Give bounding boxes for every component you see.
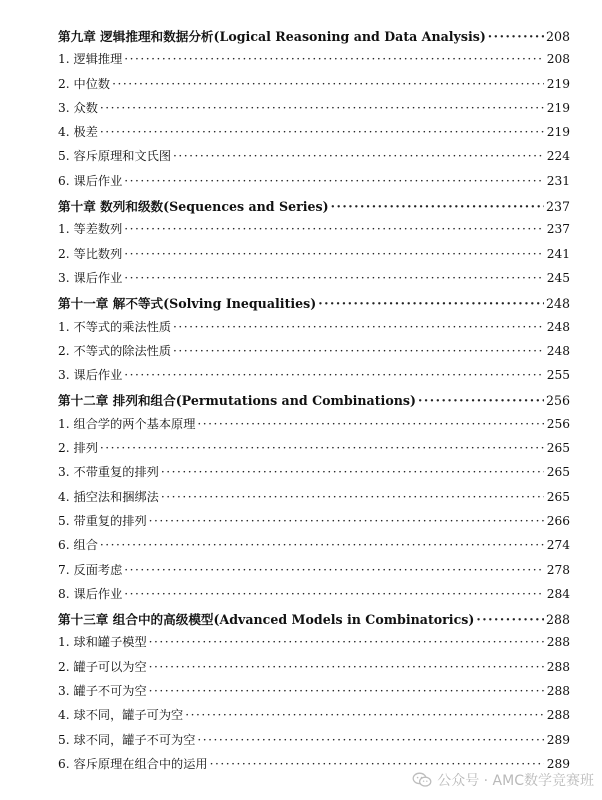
- dot-leader: [210, 757, 544, 771]
- section-title: 4. 插空法和捆绑法: [58, 489, 159, 504]
- toc-item-row[interactable]: [58, 488, 570, 512]
- wechat-icon: [412, 772, 432, 788]
- toc-chapter-row[interactable]: [58, 293, 570, 317]
- dot-leader: [185, 708, 544, 722]
- page-number: 265: [546, 465, 570, 480]
- section-title: 1. 组合学的两个基本原理: [58, 416, 196, 431]
- toc-item-row[interactable]: [58, 75, 570, 99]
- chapter-title: 第十三章 组合中的高级模型(Advanced Models in Combinatorics): [58, 612, 475, 628]
- dot-leader: [197, 733, 544, 747]
- section-title: 4. 球不同，罐子可为空: [58, 708, 184, 723]
- page-number: 284: [546, 586, 570, 601]
- toc-item-row[interactable]: [58, 123, 570, 147]
- section-title: 7. 反面考虑: [58, 562, 123, 577]
- section-title: 5. 球不同，罐子不可为空: [58, 732, 196, 747]
- page-number: 265: [546, 441, 570, 456]
- dot-leader: [476, 612, 544, 627]
- section-title: 3. 众数: [58, 100, 98, 115]
- dot-leader: [124, 271, 544, 285]
- page-number: 237: [545, 199, 570, 215]
- toc-item-row[interactable]: [58, 99, 570, 123]
- section-title: 2. 罐子可以为空: [58, 659, 147, 674]
- dot-leader: [124, 174, 544, 188]
- page-number: 255: [546, 368, 570, 383]
- table-of-contents: [58, 26, 570, 779]
- section-title: 8. 课后作业: [58, 586, 123, 601]
- page-number: 256: [545, 393, 570, 409]
- dot-leader: [149, 660, 544, 674]
- section-title: 3. 课后作业: [58, 368, 123, 383]
- dot-leader: [149, 684, 544, 698]
- dot-leader: [124, 222, 544, 236]
- toc-item-row[interactable]: [58, 245, 570, 269]
- page-number: 265: [546, 489, 570, 504]
- page-number: 256: [546, 416, 570, 431]
- toc-item-row[interactable]: [58, 269, 570, 293]
- page-number: 288: [546, 708, 570, 723]
- dot-leader: [161, 490, 544, 504]
- dot-leader: [124, 52, 544, 66]
- page-number: 289: [546, 732, 570, 747]
- toc-item-row[interactable]: [58, 633, 570, 657]
- dot-leader: [418, 393, 544, 408]
- dot-leader: [100, 125, 544, 139]
- toc-item-row[interactable]: [58, 318, 570, 342]
- watermark-text: 公众号 · AMC数学竞赛班: [437, 773, 594, 789]
- dot-leader: [488, 29, 544, 44]
- toc-item-row[interactable]: [58, 439, 570, 463]
- toc-item-row[interactable]: [58, 706, 570, 730]
- section-title: 3. 不带重复的排列: [58, 465, 159, 480]
- section-title: 6. 课后作业: [58, 173, 123, 188]
- page-number: 288: [545, 612, 570, 628]
- page-number: 219: [546, 125, 570, 140]
- toc-chapter-row[interactable]: [58, 26, 570, 50]
- toc-item-row[interactable]: [58, 415, 570, 439]
- section-title: 6. 组合: [58, 538, 98, 553]
- chapter-title: 第十二章 排列和组合(Permutations and Combinations): [58, 393, 416, 409]
- page-number: 288: [546, 659, 570, 674]
- toc-item-row[interactable]: [58, 561, 570, 585]
- page-number: 237: [546, 222, 570, 237]
- dot-leader: [100, 538, 544, 552]
- dot-leader: [124, 587, 544, 601]
- dot-leader: [173, 320, 544, 334]
- dot-leader: [100, 441, 544, 455]
- toc-item-row[interactable]: [58, 50, 570, 74]
- toc-item-row[interactable]: [58, 585, 570, 609]
- page-number: 248: [545, 296, 570, 312]
- page-number: 224: [546, 149, 570, 164]
- toc-item-row[interactable]: [58, 463, 570, 487]
- section-title: 2. 不等式的除法性质: [58, 343, 172, 358]
- toc-chapter-row[interactable]: [58, 609, 570, 633]
- dot-leader: [124, 368, 544, 382]
- page-number: 266: [546, 513, 570, 528]
- toc-item-row[interactable]: [58, 731, 570, 755]
- chapter-title: 第十章 数列和级数(Sequences and Series): [58, 199, 329, 215]
- page-number: 208: [545, 29, 570, 44]
- dot-leader: [149, 514, 544, 528]
- toc-item-row[interactable]: [58, 342, 570, 366]
- toc-item-row[interactable]: [58, 172, 570, 196]
- page-number: 278: [546, 562, 570, 577]
- section-title: 1. 等差数列: [58, 222, 123, 237]
- page-number: 288: [546, 635, 570, 650]
- page-number: 288: [546, 684, 570, 699]
- page-number: 274: [546, 538, 570, 553]
- section-title: 1. 球和罐子模型: [58, 635, 147, 650]
- dot-leader: [149, 635, 544, 649]
- section-title: 2. 排列: [58, 441, 98, 456]
- dot-leader: [124, 563, 544, 577]
- toc-item-row[interactable]: [58, 366, 570, 390]
- page-number: 248: [546, 343, 570, 358]
- toc-item-row[interactable]: [58, 512, 570, 536]
- page-number: 245: [546, 270, 570, 285]
- section-title: 2. 中位数: [58, 76, 111, 91]
- dot-leader: [197, 417, 544, 431]
- dot-leader: [318, 296, 544, 311]
- watermark: [412, 770, 594, 790]
- dot-leader: [331, 199, 544, 214]
- dot-leader: [124, 247, 544, 261]
- page-number: 219: [546, 100, 570, 115]
- section-title: 4. 极差: [58, 125, 98, 140]
- toc-chapter-row[interactable]: [58, 390, 570, 414]
- dot-leader: [173, 149, 544, 163]
- toc-chapter-row[interactable]: [58, 196, 570, 220]
- chapter-title: 第十一章 解不等式(Solving Inequalities): [58, 296, 317, 312]
- section-title: 5. 容斥原理和文氏图: [58, 149, 172, 164]
- dot-leader: [100, 101, 544, 115]
- page-number: 231: [546, 173, 570, 188]
- toc-item-row[interactable]: [58, 536, 570, 560]
- section-title: 2. 等比数列: [58, 246, 123, 261]
- toc-item-row[interactable]: [58, 220, 570, 244]
- section-title: 6. 容斥原理在组合中的运用: [58, 756, 208, 771]
- section-title: 3. 课后作业: [58, 270, 123, 285]
- page-number: 241: [546, 246, 570, 261]
- chapter-title: 第九章 逻辑推理和数据分析(Logical Reasoning and Data Analysis): [58, 29, 486, 44]
- dot-leader: [161, 465, 544, 479]
- page-number: 208: [546, 52, 570, 67]
- page-number: 289: [546, 756, 570, 771]
- section-title: 5. 带重复的排列: [58, 513, 147, 528]
- toc-item-row[interactable]: [58, 682, 570, 706]
- page-number: 248: [546, 319, 570, 334]
- page-number: 219: [546, 76, 570, 91]
- toc-item-row[interactable]: [58, 658, 570, 682]
- toc-item-row[interactable]: [58, 147, 570, 171]
- section-title: 3. 罐子不可为空: [58, 684, 147, 699]
- dot-leader: [112, 77, 544, 91]
- section-title: 1. 不等式的乘法性质: [58, 319, 172, 334]
- dot-leader: [173, 344, 544, 358]
- section-title: 1. 逻辑推理: [58, 52, 123, 67]
